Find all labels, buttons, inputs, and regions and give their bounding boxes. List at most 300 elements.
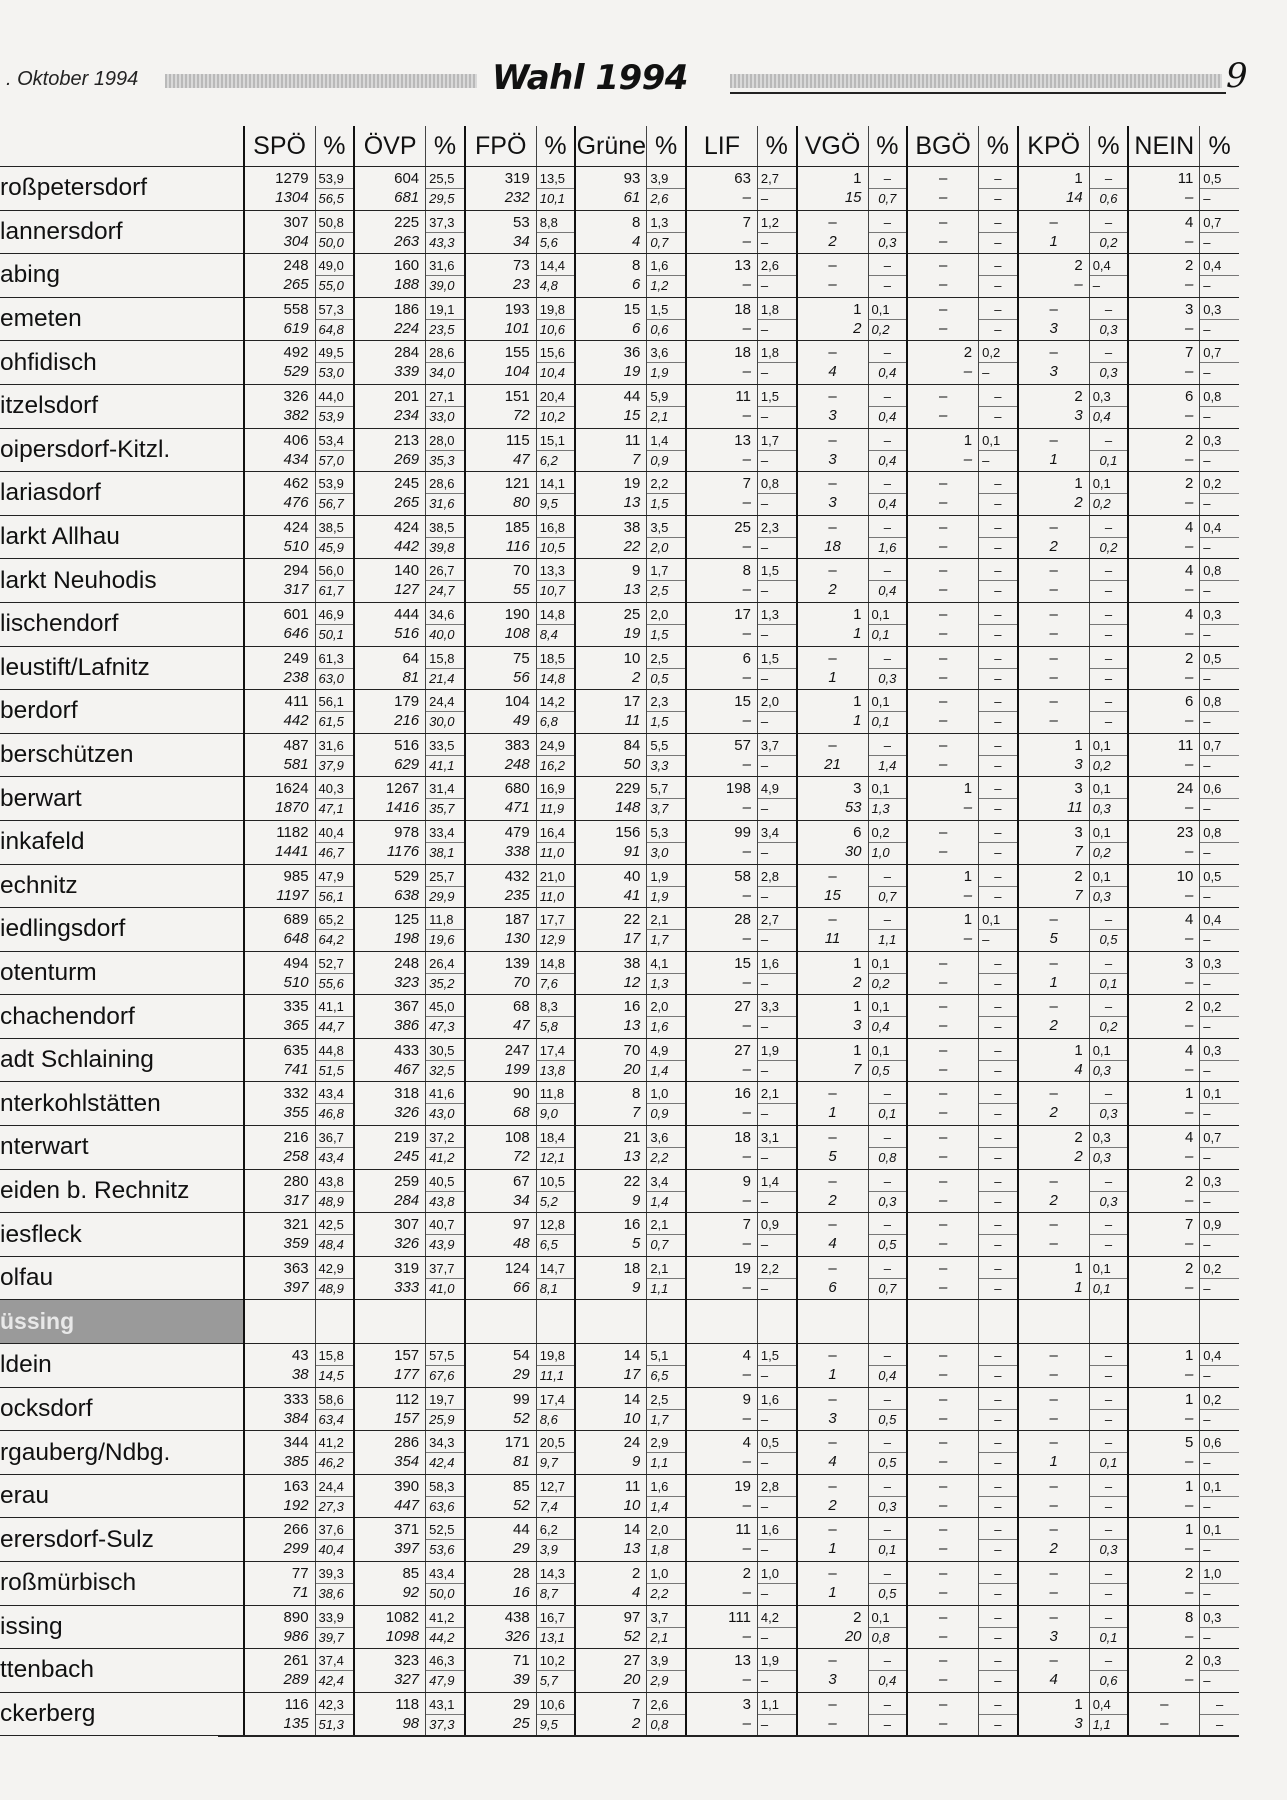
value-1994: – [938,1521,948,1539]
result-cell [1200,602,1239,646]
value-previous: 1176 [386,842,420,860]
value-previous: 29 [513,1540,530,1558]
value-previous: 7 [631,1104,641,1122]
value-1994: 2,7 [758,910,796,930]
value-previous: – [963,886,973,904]
value-1994: 2 [1184,1565,1194,1582]
result-cell [426,820,465,864]
value-1994: – [1049,1434,1058,1452]
value-1994: 11 [735,1521,751,1539]
result-cell [979,1518,1018,1562]
result-cell [354,1256,426,1300]
result-cell [757,1387,796,1431]
value-previous: 17 [623,930,641,948]
result-cell [686,515,758,559]
value-previous: – [828,1714,837,1732]
value-previous: 0,1 [1099,1455,1118,1471]
result-cell [1089,384,1128,428]
value-1994: 18 [734,1129,751,1147]
result-cell [354,908,426,952]
result-cell [315,733,354,777]
result-cell [354,1344,426,1388]
value-1994: – [938,1608,948,1626]
value-previous: 1,1 [1092,1716,1111,1732]
value-1994: 3,3 [758,997,796,1017]
result-cell [1089,1562,1128,1606]
value-1994: – [1049,518,1058,536]
value-previous: 6,5 [539,1237,558,1253]
value-previous: – [1184,450,1194,468]
value-previous: – [1203,757,1211,773]
value-1994: – [938,213,948,231]
value-previous: 46,2 [318,1455,344,1471]
value-1994: 1,8 [758,343,796,363]
table-row [0,1518,1239,1562]
result-cell [426,1038,465,1082]
value-1994: 0,1 [1090,1259,1128,1279]
result-cell [1200,167,1239,211]
value-previous: 3 [828,494,837,512]
value-1994: 17,4 [537,1390,575,1410]
result-cell [907,297,979,341]
result-cell [1200,1344,1239,1388]
value-1994: – [979,387,1017,407]
result-cell [757,1169,796,1213]
value-previous: – [938,581,948,599]
column-header: % [647,126,686,167]
value-previous: 48,9 [318,1193,344,1209]
value-previous: 3,7 [650,801,669,817]
municipality-name: nterwart [0,1126,244,1170]
result-cell [868,1605,907,1649]
value-1994: 10,5 [537,1172,575,1192]
result-cell [244,1038,316,1082]
result-cell [797,646,869,690]
result-cell [686,210,758,254]
result-cell [315,1082,354,1126]
column-header: % [315,126,354,167]
municipality-name: oipersdorf-Kitzl. [0,428,244,472]
value-1994: 17,7 [537,910,575,930]
result-cell [1128,472,1200,516]
value-previous: – [1049,712,1058,730]
value-previous: 61 [623,189,641,206]
value-1994: – [979,692,1017,712]
value-1994: 25,5 [426,169,464,189]
value-previous: 5 [828,1148,837,1166]
result-cell [1200,908,1239,952]
result-cell [979,254,1018,298]
value-1994: 56,0 [316,561,354,581]
result-cell [686,1605,758,1649]
result-cell [686,254,758,298]
result-cell [979,472,1018,516]
result-cell [465,1256,537,1300]
value-previous: 29,9 [429,888,455,904]
value-1994: – [869,1084,907,1104]
result-cell [907,210,979,254]
value-previous: 9 [631,1191,641,1209]
result-cell [426,951,465,995]
value-previous: 0,5 [878,1455,897,1471]
value-1994: 3,9 [647,1651,685,1671]
result-cell [1200,1300,1239,1344]
value-1994: 0,4 [1200,910,1239,930]
value-previous: – [994,1106,1002,1122]
value-previous: – [938,1060,948,1078]
value-1994: – [1049,1172,1058,1190]
value-previous: – [1203,234,1211,250]
value-previous: 11,0 [539,888,565,904]
result-cell [1018,1126,1090,1170]
result-cell [575,1692,647,1736]
value-previous: 238 [283,668,309,686]
value-1994: – [979,1695,1017,1715]
value-previous: 11 [824,930,841,948]
table-row [0,1562,1239,1606]
value-1994: 0,8 [1200,692,1239,712]
result-cell [354,690,426,734]
value-previous: 0,3 [878,1498,897,1514]
value-previous: – [938,276,948,294]
result-cell [1200,1474,1239,1518]
value-previous: 1,1 [878,932,897,948]
value-previous: 333 [394,1278,420,1296]
value-previous: 0,3 [878,234,897,250]
table-row [0,908,1239,952]
result-cell [465,559,537,603]
result-cell [1128,1649,1200,1693]
result-cell [244,1344,316,1388]
value-1994: – [869,1477,907,1497]
result-cell [1018,602,1090,646]
value-previous: – [760,1455,769,1471]
value-previous: – [1104,626,1113,642]
value-1994: 0,1 [869,1608,907,1628]
value-previous: 61,7 [318,583,344,599]
result-cell [1200,951,1239,995]
value-1994: 225 [394,213,420,231]
value-previous: 2,9 [650,1673,669,1689]
result-cell [465,1213,537,1257]
result-cell [907,559,979,603]
result-cell [354,1474,426,1518]
value-previous: 2 [828,581,837,599]
value-1994: 27 [734,998,751,1016]
value-1994: 5,5 [647,736,685,756]
value-1994: 3 [742,1695,751,1713]
value-1994: 335 [283,998,309,1016]
value-previous: 10,6 [539,321,566,337]
value-previous: 1304 [275,189,309,206]
result-cell [647,602,686,646]
table-row [0,254,1239,298]
result-cell [465,1344,537,1388]
result-cell [868,559,907,603]
result-cell [244,210,316,254]
value-1994: – [828,1172,837,1190]
result-cell [465,254,537,298]
value-previous: 0,5 [878,1411,897,1427]
value-1994: – [1049,693,1058,711]
value-previous: 0,4 [878,365,897,381]
value-previous: – [1184,668,1194,686]
value-previous: – [1184,1104,1194,1122]
column-header: % [1089,126,1128,167]
value-1994: 19,8 [537,300,575,320]
result-cell [536,1562,575,1606]
value-1994: 1,9 [647,867,685,887]
value-previous: – [1203,975,1211,991]
value-previous: 386 [394,1017,420,1035]
table-row [0,210,1239,254]
value-1994: 37,7 [426,1259,464,1279]
value-previous: – [994,191,1002,206]
value-1994: 1 [853,170,862,187]
value-previous: – [1184,755,1194,773]
value-1994: 4 [742,1347,751,1365]
value-1994: – [828,1652,837,1670]
value-1994: 14,4 [537,256,575,276]
value-1994: 0,1 [869,605,907,625]
result-cell [1018,733,1090,777]
value-previous: 11 [1067,799,1083,817]
value-previous: – [742,276,751,294]
result-cell [465,864,537,908]
value-previous: – [1203,408,1211,424]
value-previous: 0,1 [878,1106,897,1122]
result-cell [244,1082,316,1126]
value-1994: 326 [283,387,309,405]
result-cell [1128,995,1200,1039]
value-previous: – [760,496,769,512]
value-previous: – [1203,321,1211,337]
value-previous: 581 [283,755,309,773]
value-1994: 1,0 [647,1564,685,1584]
result-cell [1018,1169,1090,1213]
value-1994: 1,0 [758,1564,796,1584]
result-cell [1089,1082,1128,1126]
result-cell [979,559,1018,603]
value-previous: – [1184,930,1194,948]
municipality-name: roßmürbisch [0,1562,244,1606]
result-cell [686,908,758,952]
result-cell [979,777,1018,821]
municipality-name: berdorf [0,690,244,734]
value-1994: – [979,1477,1017,1497]
value-1994: 16,8 [537,518,575,538]
value-previous: – [1160,1714,1169,1732]
result-cell [426,1518,465,1562]
result-cell [244,908,316,952]
value-previous: 2,6 [650,191,669,206]
value-1994: 2 [1184,1172,1194,1190]
result-cell [686,733,758,777]
value-previous: 2 [631,1714,641,1732]
result-cell [1018,951,1090,995]
value-previous: 52 [513,1496,530,1514]
result-cell [1018,428,1090,472]
value-1994: – [1160,1695,1169,1713]
value-1994: 77 [291,1565,309,1582]
result-cell [797,1562,869,1606]
value-1994: 0,1 [869,1041,907,1061]
result-cell [1018,690,1090,734]
result-cell [575,515,647,559]
result-cell [1018,1605,1090,1649]
result-cell [979,428,1018,472]
value-1994: 558 [283,300,309,318]
value-previous: 0,5 [650,670,669,686]
value-previous: 71 [291,1584,309,1601]
result-cell [575,1605,647,1649]
value-previous: 1 [828,1104,837,1122]
result-cell [575,559,647,603]
result-cell [797,1692,869,1736]
value-previous: 38,6 [318,1586,344,1601]
column-header: % [868,126,907,167]
value-1994: 3,9 [647,169,685,189]
result-cell [354,951,426,995]
value-previous: 35,7 [429,801,455,817]
value-previous: 64,8 [318,321,344,337]
value-previous: 6,5 [650,1368,669,1384]
result-cell [907,1344,979,1388]
value-1994: – [1049,605,1058,623]
value-1994: 248 [283,257,309,275]
result-cell [1089,1213,1128,1257]
value-previous: 48,9 [318,1280,344,1296]
value-previous: 442 [394,537,420,555]
value-1994: – [869,1390,907,1410]
value-previous: 0,3 [1099,1542,1118,1558]
result-cell [1089,341,1128,385]
value-1994: 2,9 [647,1433,685,1453]
value-1994: 26,4 [426,954,464,974]
value-previous: – [994,1629,1002,1645]
result-cell [686,1518,758,1562]
value-1994: 4 [1184,213,1194,231]
result-cell [465,1082,537,1126]
table-row [0,297,1239,341]
value-1994: 890 [283,1608,309,1626]
result-cell [1018,210,1090,254]
value-1994: 248 [394,954,420,972]
value-previous: 234 [394,406,420,424]
result-cell [979,908,1018,952]
result-cell [1089,559,1128,603]
result-cell [907,1213,979,1257]
value-1994: 28 [513,1565,530,1582]
value-previous: 47 [513,1017,530,1035]
value-previous: 41,0 [429,1280,455,1296]
result-cell [686,297,758,341]
result-cell [536,1300,575,1344]
value-1994: 155 [504,344,530,362]
value-previous: 245 [394,1148,420,1166]
value-1994: 371 [394,1521,420,1539]
result-cell [907,1300,979,1344]
value-previous: – [1104,1368,1113,1384]
value-previous: 646 [283,624,309,642]
value-1994: – [1090,954,1128,974]
value-previous: 127 [394,581,420,599]
value-1994: 1,6 [758,1390,796,1410]
value-1994: 13 [734,257,751,275]
value-1994: 7 [742,475,751,493]
value-1994: – [1049,431,1058,449]
value-1994: 3,4 [758,823,796,843]
table-row [0,995,1239,1039]
value-previous: 0,4 [1092,408,1111,424]
result-cell [354,820,426,864]
value-previous: – [760,278,769,294]
result-cell [979,1300,1018,1344]
value-1994: 2,6 [758,256,796,276]
result-cell [315,1431,354,1475]
municipality-name: berschützen [0,733,244,777]
result-cell [979,297,1018,341]
result-cell [315,167,354,211]
result-cell [536,777,575,821]
result-cell [244,646,316,690]
value-1994: – [1049,1565,1058,1582]
value-previous: 31,6 [429,496,455,512]
value-1994: 30,5 [426,1041,464,1061]
header-band-right [730,74,1222,88]
result-cell [465,167,537,211]
value-previous: – [1049,581,1058,599]
result-cell [1200,1213,1239,1257]
result-cell [575,602,647,646]
value-1994: – [938,1041,948,1059]
value-1994: 22 [623,1172,641,1190]
value-1994: 390 [394,1477,420,1495]
value-previous: 2 [828,1191,837,1209]
result-cell [1018,254,1090,298]
value-1994: 121 [504,475,530,493]
value-previous: 0,2 [871,975,890,991]
value-1994: 25,7 [426,867,464,887]
value-1994: 4 [1184,605,1194,623]
value-1994: 11 [1177,170,1194,187]
result-cell [1128,1474,1200,1518]
value-1994: – [869,387,907,407]
result-cell [354,341,426,385]
value-1994: – [1049,1347,1058,1365]
value-1994: 0,5 [1200,867,1239,887]
value-1994: – [869,1259,907,1279]
value-previous: – [1184,1409,1194,1427]
value-1994: 487 [283,736,309,754]
value-1994: – [979,736,1017,756]
result-cell [907,820,979,864]
value-1994: 1,5 [758,1346,796,1366]
value-previous: 1,6 [878,539,897,555]
value-previous: 0,7 [650,1237,669,1253]
value-1994: 40,7 [426,1215,464,1235]
result-cell [536,1518,575,1562]
value-1994: 19,1 [426,300,464,320]
result-cell [1018,559,1090,603]
column-header: ÖVP [354,126,426,167]
value-previous: – [760,408,769,424]
value-previous: – [1184,1060,1194,1078]
municipality-name: ohfidisch [0,341,244,385]
value-previous: 1 [853,624,862,642]
value-1994: 4,2 [758,1608,796,1628]
value-1994: 43 [291,1347,309,1365]
